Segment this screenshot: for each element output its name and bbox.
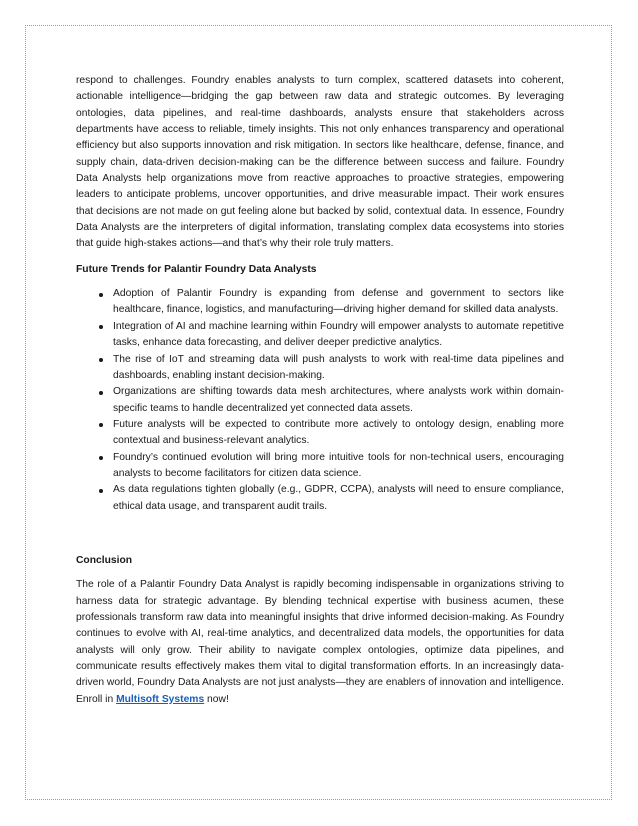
conclusion-text: The role of a Palantir Foundry Data Analyst is rapidly becoming indispensable in organizations striving to harness data for strategic advantage. By blending technical expertise with business acumen, these professionals transform raw data into meaningful insights that drive informed decision-making. As Foundry continues to evolve with AI, real-time analytics, and decentralized data models, the opportunities for data analysts will only grow. Their ability to navigate complex ontologies, optimize data pipelines, and communicate results effectively makes them vital to digital transformation efforts. In an increasingly data-driven world, Foundry Data Analysts are not just analysts—they are enablers of innovation and intelligence. Enroll in: [76, 579, 564, 705]
list-item: Future analysts will be expected to contribute more actively to ontology design, enabling more contextual and business-relevant analytics.: [113, 417, 564, 450]
multisoft-link[interactable]: Multisoft Systems: [116, 693, 205, 705]
trends-heading: Future Trends for Palantir Foundry Data Analysts: [76, 263, 317, 275]
list-item: The rise of IoT and streaming data will push analysts to work with real-time data pipelines and dashboards, enabling instant decision-making.: [113, 352, 564, 385]
list-item: Integration of AI and machine learning within Foundry will empower analysts to automate repetitive tasks, enhance data forecasting, and deliver deeper predictive analytics.: [113, 319, 564, 352]
trends-list: [76, 286, 564, 515]
intro-paragraph: respond to challenges. Foundry enables analysts to turn complex, scattered datasets into coherent, actionable intelligence—bridging the gap between raw data and strategic outcomes. By leveraging ontologies, data pipelines, and real-time dashboards, analysts ensure that stakeholders across departments have access to reliable, timely insights. This not only enhances transparency and operational efficiency but also supports innovation and risk mitigation. In sectors like healthcare, defense, finance, and supply chain, data-driven decision-making can be the difference between success and failure. Foundry Data Analysts help organizations move from reactive approaches to proactive strategies, empowering leaders to anticipate problems, uncover opportunities, and drive measurable impact. Their work ensures that decisions are not made on gut feeling alone but backed by solid, contextual data. In essence, Foundry Data Analysts are the interpreters of digital information, translating complex data ecosystems into stories that guide high-stakes actions—and that’s why their role truly matters.: [76, 75, 564, 250]
list-item: Organizations are shifting towards data mesh architectures, where analysts work within domain-specific teams to handle decentralized yet connected data assets.: [113, 384, 564, 417]
list-item: As data regulations tighten globally (e.g., GDPR, CCPA), analysts will need to ensure compliance, ethical data usage, and transparent audit trails.: [113, 482, 564, 515]
conclusion-tail: now!: [204, 693, 229, 705]
list-item: Adoption of Palantir Foundry is expanding from defense and government to sectors like healthcare, finance, logistics, and manufacturing—driving higher demand for skilled data analysts.: [113, 286, 564, 319]
document-body: [76, 73, 564, 708]
conclusion-heading: Conclusion: [76, 554, 133, 566]
list-item: Foundry’s continued evolution will bring more intuitive tools for non-technical users, encouraging analysts to become facilitators for citizen data science.: [113, 450, 564, 483]
conclusion-paragraph: [76, 577, 564, 708]
